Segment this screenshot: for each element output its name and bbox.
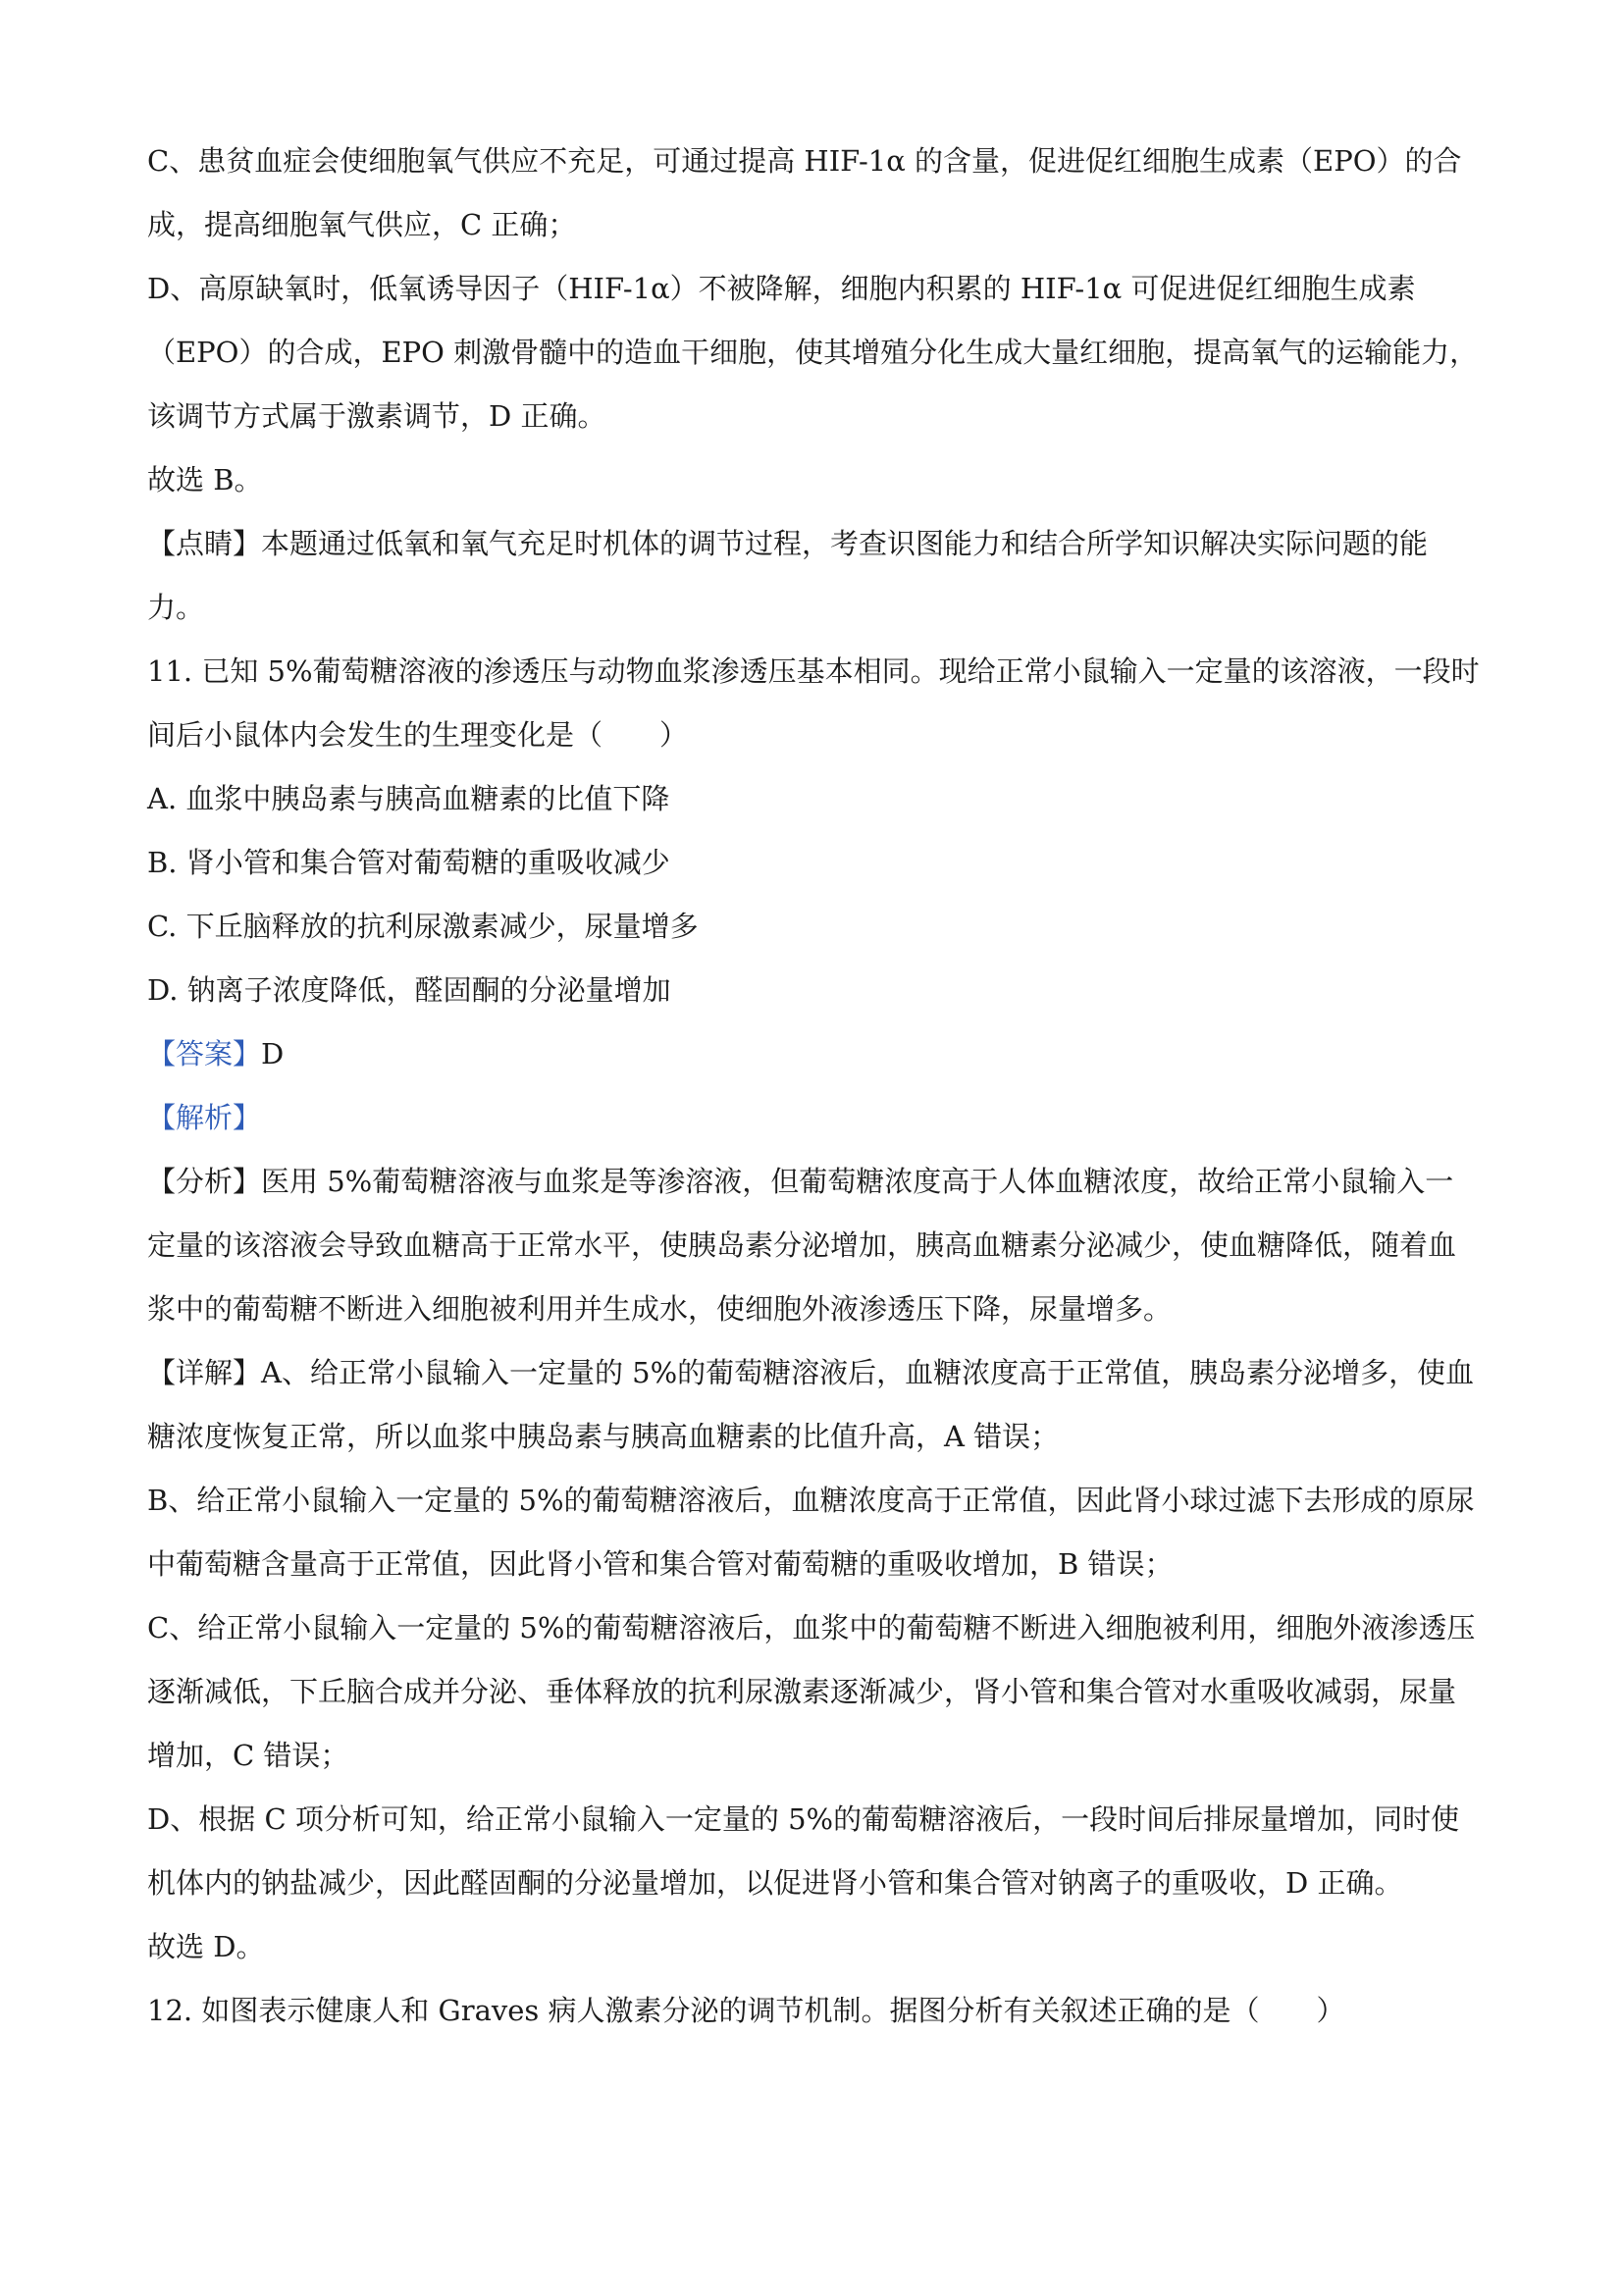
option-c: C. 下丘脑释放的抗利尿激素减少，尿量增多 xyxy=(147,910,699,943)
answer-tag: 【答案】 xyxy=(147,1037,262,1070)
choice-conclusion: 故选 B。 xyxy=(147,463,263,496)
fenxi-line xyxy=(147,1150,1492,1214)
dianjing-tag: 【点睛】 xyxy=(147,527,262,560)
analysis-line xyxy=(147,1086,1492,1150)
analysis-tag: 【解析】 xyxy=(147,1101,262,1134)
paragraph-line: B、给正常小鼠输入一定量的 5%的葡萄糖溶液后，血糖浓度高于正常值，因此肾小球过滤下去形成的原尿 xyxy=(147,1484,1475,1517)
option-d: D. 钠离子浓度降低，醛固酮的分泌量增加 xyxy=(147,973,671,1007)
fenxi-tag: 【分析】 xyxy=(147,1165,262,1198)
paragraph-line: 浆中的葡萄糖不断进入细胞被利用并生成水，使细胞外液渗透压下降，尿量增多。 xyxy=(147,1292,1173,1326)
paragraph-line: 成，提高细胞氧气供应，C 正确； xyxy=(147,208,577,241)
answer-line xyxy=(147,1022,1492,1086)
paragraph-line: C、患贫血症会使细胞氧气供应不充足，可通过提高 HIF-1α 的含量，促进促红细胞生成素（EPO）的合 xyxy=(147,144,1462,178)
paragraph-line: 力。 xyxy=(147,591,205,624)
paragraph-line: 该调节方式属于激素调节，D 正确。 xyxy=(147,399,606,433)
fenxi-text: 医用 5%葡萄糖溶液与血浆是等渗溶液，但葡萄糖浓度高于人体血糖浓度，故给正常小鼠输入一 xyxy=(261,1165,1454,1198)
paragraph-line: 逐渐减低，下丘脑合成并分泌、垂体释放的抗利尿激素逐渐减少，肾小管和集合管对水重吸收减弱，尿量 xyxy=(147,1675,1457,1708)
question-12-stem: 12. 如图表示健康人和 Graves 病人激素分泌的调节机制。据图分析有关叙述正确的是（ ） xyxy=(147,1994,1345,2027)
dianjing-text: 本题通过低氧和氧气充足时机体的调节过程，考查识图能力和结合所学知识解决实际问题的能 xyxy=(261,527,1429,560)
paragraph-line: D、根据 C 项分析可知，给正常小鼠输入一定量的 5%的葡萄糖溶液后，一段时间后排尿量增加，同时使 xyxy=(147,1802,1460,1836)
answer-value: D xyxy=(261,1037,285,1070)
paragraph-line: 增加，C 错误； xyxy=(147,1739,349,1772)
option-b: B. 肾小管和集合管对葡萄糖的重吸收减少 xyxy=(147,846,670,879)
dianjing-line xyxy=(147,512,1492,576)
paragraph-line: （EPO）的合成，EPO 刺激骨髓中的造血干细胞，使其增殖分化生成大量红细胞，提高氧气的运输能力， xyxy=(147,336,1479,369)
paragraph-line: 定量的该溶液会导致血糖高于正常水平，使胰岛素分泌增加，胰高血糖素分泌减少，使血糖降低，随着血 xyxy=(147,1228,1457,1262)
xiangjie-text: A、给正常小鼠输入一定量的 5%的葡萄糖溶液后，血糖浓度高于正常值，胰岛素分泌增多，使血 xyxy=(261,1356,1475,1389)
xiangjie-tag: 【详解】 xyxy=(147,1356,262,1389)
paragraph-line: D、高原缺氧时，低氧诱导因子（HIF-1α）不被降解，细胞内积累的 HIF-1α 可促进促红细胞生成素 xyxy=(147,272,1416,305)
xiangjie-line xyxy=(147,1341,1492,1405)
document-body xyxy=(147,130,1492,2043)
option-a: A. 血浆中胰岛素与胰高血糖素的比值下降 xyxy=(147,782,670,815)
paragraph-line: 机体内的钠盐减少，因此醛固酮的分泌量增加，以促进肾小管和集合管对钠离子的重吸收，D 正确。 xyxy=(147,1866,1403,1900)
paragraph-line: C、给正常小鼠输入一定量的 5%的葡萄糖溶液后，血浆中的葡萄糖不断进入细胞被利用，细胞外液渗透压 xyxy=(147,1611,1476,1644)
choice-conclusion: 故选 D。 xyxy=(147,1930,265,1963)
paragraph-line: 中葡萄糖含量高于正常值，因此肾小管和集合管对葡萄糖的重吸收增加，B 错误； xyxy=(147,1547,1174,1581)
question-11-stem: 间后小鼠体内会发生的生理变化是（ ） xyxy=(147,718,689,752)
paragraph-line: 糖浓度恢复正常，所以血浆中胰岛素与胰高血糖素的比值升高，A 错误； xyxy=(147,1420,1060,1453)
question-11-stem: 11. 已知 5%葡萄糖溶液的渗透压与动物血浆渗透压基本相同。现给正常小鼠输入一定量的该溶液，一段时 xyxy=(147,654,1480,688)
